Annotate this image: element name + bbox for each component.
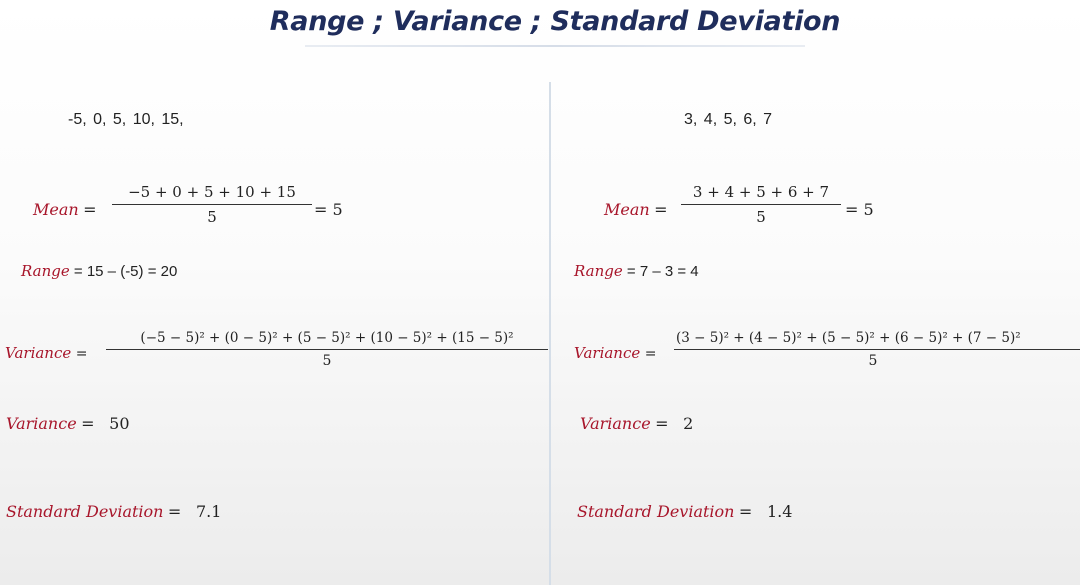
title-underline xyxy=(305,45,805,47)
left-sd-row xyxy=(6,502,221,522)
right-mean-row xyxy=(604,200,668,220)
left-mean-row xyxy=(33,200,97,220)
left-mean-result: = 5 xyxy=(314,200,343,219)
left-mean-fraction xyxy=(112,183,312,226)
left-range-expression: = 15 – (-5) = 20 xyxy=(73,263,178,280)
right-variance-result-equals: = xyxy=(655,414,679,433)
right-variance-denominator: 5 xyxy=(868,353,878,369)
left-sd-label: Standard Deviation xyxy=(6,502,164,521)
right-mean-label: Mean xyxy=(604,200,650,219)
right-dataset: 3, 4, 5, 6, 7 xyxy=(684,111,773,128)
right-variance-result-row xyxy=(580,414,693,434)
right-sd-equals: = xyxy=(738,502,763,521)
column-divider xyxy=(549,82,551,585)
left-dataset: -5, 0, 5, 10, 15, xyxy=(68,111,184,128)
right-variance-row xyxy=(574,344,656,363)
left-range-row xyxy=(21,262,177,280)
left-sd-equals: = xyxy=(167,502,192,521)
right-variance-numerator: (3 − 5)² + (4 − 5)² + (5 − 5)² + (6 − 5)² + (7 − 5)² xyxy=(676,330,1021,346)
right-range-expression: = 7 – 3 = 4 xyxy=(626,263,699,280)
right-variance-fraction xyxy=(674,330,1080,369)
page-title: Range ; Variance ; Standard Deviation xyxy=(269,6,841,37)
left-variance-numerator: (−5 − 5)² + (0 − 5)² + (5 − 5)² + (10 − 5)² + (15 − 5)² xyxy=(140,330,514,346)
right-mean-equals: = xyxy=(654,200,668,219)
left-variance-result-row xyxy=(6,414,130,434)
right-mean-result: = 5 xyxy=(845,200,874,219)
left-variance-fraction xyxy=(106,330,548,369)
right-variance-equals: = xyxy=(644,346,657,362)
left-variance-row xyxy=(5,344,87,363)
left-variance-result-equals: = xyxy=(81,414,105,433)
right-range-row xyxy=(574,262,699,280)
right-mean-fraction xyxy=(681,183,841,226)
right-range-label: Range xyxy=(574,262,623,280)
left-mean-label: Mean xyxy=(33,200,79,219)
right-mean-denominator: 5 xyxy=(756,208,766,226)
left-range-label: Range xyxy=(21,262,70,280)
left-variance-label: Variance xyxy=(5,344,72,362)
left-mean-numerator: −5 + 0 + 5 + 10 + 15 xyxy=(128,183,296,201)
left-sd-result: 7.1 xyxy=(195,502,222,521)
right-sd-row xyxy=(577,502,792,522)
left-variance-result: 50 xyxy=(109,414,130,433)
left-variance-denominator: 5 xyxy=(322,353,332,369)
right-variance-result: 2 xyxy=(683,414,694,433)
right-mean-numerator: 3 + 4 + 5 + 6 + 7 xyxy=(692,183,830,201)
right-sd-label: Standard Deviation xyxy=(577,502,735,521)
right-variance-label: Variance xyxy=(574,344,641,362)
left-mean-denominator: 5 xyxy=(207,208,217,226)
left-mean-equals: = xyxy=(83,200,97,219)
right-sd-result: 1.4 xyxy=(766,502,793,521)
left-variance-equals: = xyxy=(75,346,88,362)
left-variance-result-label: Variance xyxy=(6,414,77,433)
right-variance-result-label: Variance xyxy=(580,414,651,433)
